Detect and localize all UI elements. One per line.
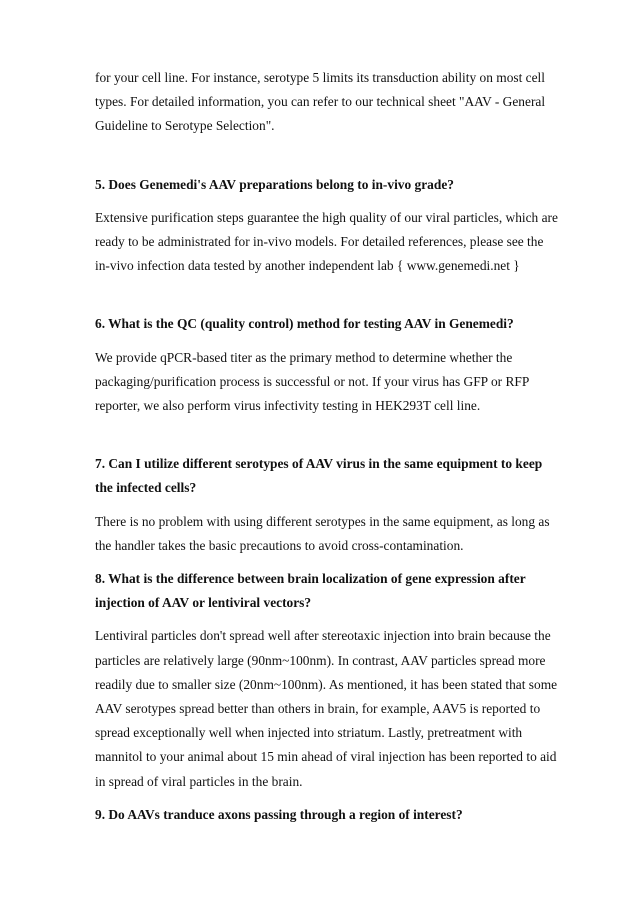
spacer <box>95 501 555 510</box>
spacer <box>95 794 555 803</box>
spacer <box>95 197 555 206</box>
faq-answer-8 <box>95 624 558 793</box>
text-line: Extensive purification steps guarantee the high quality of our viral particles, which are <box>95 209 558 225</box>
text-line: Guideline to Serotype Selection". <box>95 118 275 134</box>
spacer <box>95 558 555 567</box>
text-line: readily due to smaller size (20nm~100nm). As mentioned, it has been stated that some <box>95 676 558 692</box>
intro-paragraph <box>95 66 555 139</box>
question-line: 8. What is the difference between brain localization of gene expression after <box>95 571 526 587</box>
faq-answer-6 <box>95 346 555 419</box>
faq-question-6 <box>95 312 555 336</box>
text-line: in spread of viral particles in the brain. <box>95 773 303 789</box>
spacer <box>95 139 555 173</box>
faq-answer-7 <box>95 510 555 558</box>
spacer <box>95 337 555 346</box>
question-line: the infected cells? <box>95 480 197 496</box>
spacer <box>95 615 555 624</box>
page-content <box>95 66 558 827</box>
text-line: in-vivo infection data tested by another independent lab { www.genemedi.net } <box>95 258 520 274</box>
faq-question-7 <box>95 452 555 500</box>
question-line: 7. Can I utilize different serotypes of AAV virus in the same equipment to keep <box>95 456 543 472</box>
text-line: We provide qPCR-based titer as the primary method to determine whether the <box>95 349 513 365</box>
text-line: spread exceptionally well when injected into striatum. Lastly, pretreatment with <box>95 725 523 741</box>
text-line: ready to be administrated for in-vivo models. For detailed references, please see the <box>95 234 544 250</box>
text-line: types. For detailed information, you can refer to our technical sheet "AAV - General <box>95 94 546 110</box>
text-line: There is no problem with using different serotypes in the same equipment, as long as <box>95 513 550 529</box>
text-line: particles are relatively large (90nm~100nm). In contrast, AAV particles spread more <box>95 652 546 668</box>
text-line: packaging/purification process is successful or not. If your virus has GFP or RFP <box>95 373 530 389</box>
faq-question-8 <box>95 567 555 615</box>
spacer <box>95 418 555 452</box>
question-line: injection of AAV or lentiviral vectors? <box>95 595 312 611</box>
question-line: 6. What is the QC (quality control) method for testing AAV in Genemedi? <box>95 316 514 332</box>
faq-answer-5 <box>95 206 558 279</box>
question-line: 5. Does Genemedi's AAV preparations belong to in-vivo grade? <box>95 176 454 192</box>
question-line: 9. Do AAVs tranduce axons passing through a region of interest? <box>95 806 463 822</box>
text-line: for your cell line. For instance, serotype 5 limits its transduction ability on most cell <box>95 70 545 85</box>
text-line: reporter, we also perform virus infectivity testing in HEK293T cell line. <box>95 398 481 414</box>
text-line: the handler takes the basic precautions to avoid cross-contamination. <box>95 537 464 553</box>
spacer <box>95 278 555 312</box>
faq-question-5 <box>95 173 555 197</box>
faq-question-9 <box>95 803 555 827</box>
text-line: AAV serotypes spread better than others in brain, for example, AAV5 is reported to <box>95 701 541 717</box>
text-line: mannitol to your animal about 15 min ahead of viral injection has been reported to aid <box>95 749 557 765</box>
text-line: Lentiviral particles don't spread well after stereotaxic injection into brain because the <box>95 628 551 644</box>
